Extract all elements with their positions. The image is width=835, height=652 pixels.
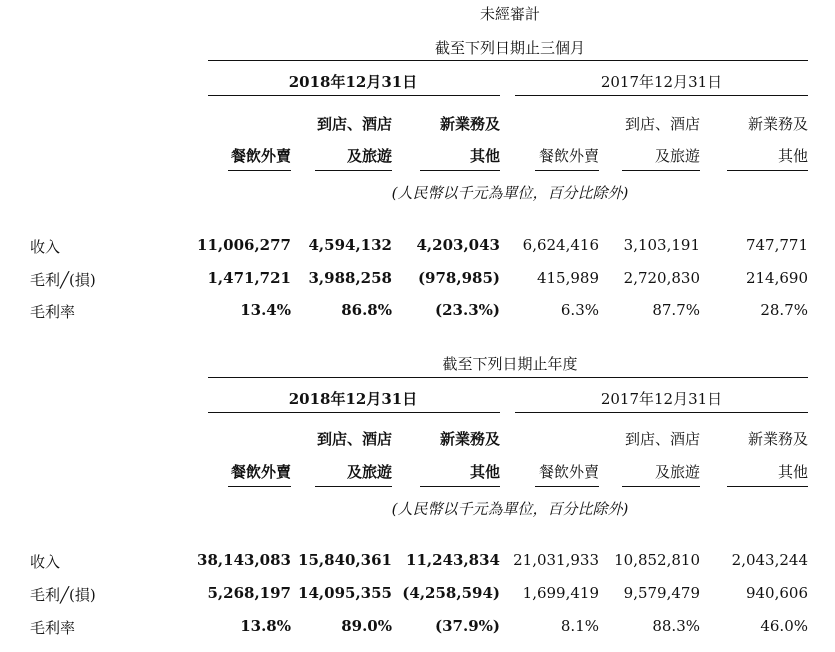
table-cell: 6,624,416: [522, 236, 599, 254]
table-cell: 940,606: [745, 584, 808, 602]
table-cell: 87.7%: [652, 301, 700, 319]
col-header-line1: 新業務及: [439, 430, 500, 448]
col-header-line2: 餐飲外賣: [230, 147, 291, 165]
col-header-line2: 其他: [777, 147, 808, 165]
header-rule: [208, 60, 808, 61]
table-cell: 89.0%: [341, 617, 392, 635]
table-cell: (23.3%): [435, 301, 500, 319]
period-header-2018: 2018年12月31日: [288, 390, 418, 408]
col-rule: [622, 170, 700, 171]
col-rule: [420, 486, 500, 487]
col-rule: [315, 170, 392, 171]
col-rule: [420, 170, 500, 171]
row-label: 毛利率: [30, 619, 76, 637]
table-cell: 46.0%: [760, 617, 808, 635]
table-cell: 3,103,191: [623, 236, 700, 254]
table-cell: 8.1%: [560, 617, 599, 635]
table-cell: 4,594,132: [308, 236, 392, 254]
table-cell: 15,840,361: [298, 551, 392, 569]
table-cell: 14,095,355: [298, 584, 392, 602]
col-header-line2: 及旅遊: [346, 463, 392, 481]
table-cell: 1,471,721: [207, 269, 291, 287]
table-cell: 10,852,810: [614, 551, 700, 569]
col-header-line2: 餐飲外賣: [230, 463, 291, 481]
col-rule: [727, 486, 808, 487]
table-cell: 21,031,933: [513, 551, 599, 569]
table-cell: 2,720,830: [623, 269, 700, 287]
col-header-line2: 餐飲外賣: [538, 463, 599, 481]
col-header-line2: 餐飲外賣: [538, 147, 599, 165]
col-rule: [622, 486, 700, 487]
row-label: 毛利╱(損): [30, 271, 96, 289]
table-cell: 747,771: [745, 236, 808, 254]
col-rule: [315, 486, 392, 487]
table-cell: 13.4%: [240, 301, 291, 319]
col-header-line2: 及旅遊: [654, 463, 700, 481]
table-cell: 214,690: [745, 269, 808, 287]
col-rule: [535, 486, 599, 487]
table-cell: 3,988,258: [308, 269, 392, 287]
period-header-2018: 2018年12月31日: [288, 73, 418, 91]
table-cell: 4,203,043: [416, 236, 500, 254]
units-note: (人民幣以千元為單位，百分比除外): [391, 184, 629, 202]
period-header-2017: 2017年12月31日: [600, 73, 723, 91]
col-rule: [535, 170, 599, 171]
period-rule-2017: [515, 95, 808, 96]
table-cell: (4,258,594): [402, 584, 500, 602]
table-cell: 88.3%: [652, 617, 700, 635]
table-title: 未經審計: [479, 5, 540, 23]
col-rule: [727, 170, 808, 171]
col-header-line1: 到店、酒店: [316, 115, 392, 133]
col-header-line1: 新業務及: [439, 115, 500, 133]
col-rule: [228, 170, 291, 171]
table-cell: 38,143,083: [197, 551, 291, 569]
period-header-2017: 2017年12月31日: [600, 390, 723, 408]
table-cell: 9,579,479: [623, 584, 700, 602]
period-rule-2017: [515, 412, 808, 413]
col-rule: [228, 486, 291, 487]
table-cell: 28.7%: [760, 301, 808, 319]
col-header-line1: 到店、酒店: [624, 115, 700, 133]
period-rule-2018: [208, 95, 500, 96]
col-header-line2: 其他: [469, 147, 500, 165]
table-cell: 5,268,197: [207, 584, 291, 602]
section-heading: 截至下列日期止年度: [442, 355, 578, 373]
row-label: 收入: [30, 553, 61, 571]
row-label: 毛利率: [30, 303, 76, 321]
col-header-line1: 新業務及: [747, 430, 808, 448]
col-header-line1: 新業務及: [747, 115, 808, 133]
table-cell: 11,006,277: [197, 236, 291, 254]
row-label: 毛利╱(損): [30, 586, 96, 604]
table-cell: 86.8%: [341, 301, 392, 319]
table-cell: 2,043,244: [731, 551, 808, 569]
period-rule-2018: [208, 412, 500, 413]
col-header-line1: 到店、酒店: [316, 430, 392, 448]
table-cell: 11,243,834: [406, 551, 500, 569]
units-note: (人民幣以千元為單位，百分比除外): [391, 500, 629, 518]
col-header-line1: 到店、酒店: [624, 430, 700, 448]
col-header-line2: 其他: [469, 463, 500, 481]
table-cell: (37.9%): [435, 617, 500, 635]
table-cell: 415,989: [536, 269, 599, 287]
row-label: 收入: [30, 238, 61, 256]
col-header-line2: 及旅遊: [654, 147, 700, 165]
table-cell: 6.3%: [560, 301, 599, 319]
table-cell: 13.8%: [240, 617, 291, 635]
col-header-line2: 及旅遊: [346, 147, 392, 165]
section-heading: 截至下列日期止三個月: [434, 39, 585, 57]
table-cell: 1,699,419: [522, 584, 599, 602]
table-cell: (978,985): [417, 269, 500, 287]
col-header-line2: 其他: [777, 463, 808, 481]
header-rule: [208, 377, 808, 378]
